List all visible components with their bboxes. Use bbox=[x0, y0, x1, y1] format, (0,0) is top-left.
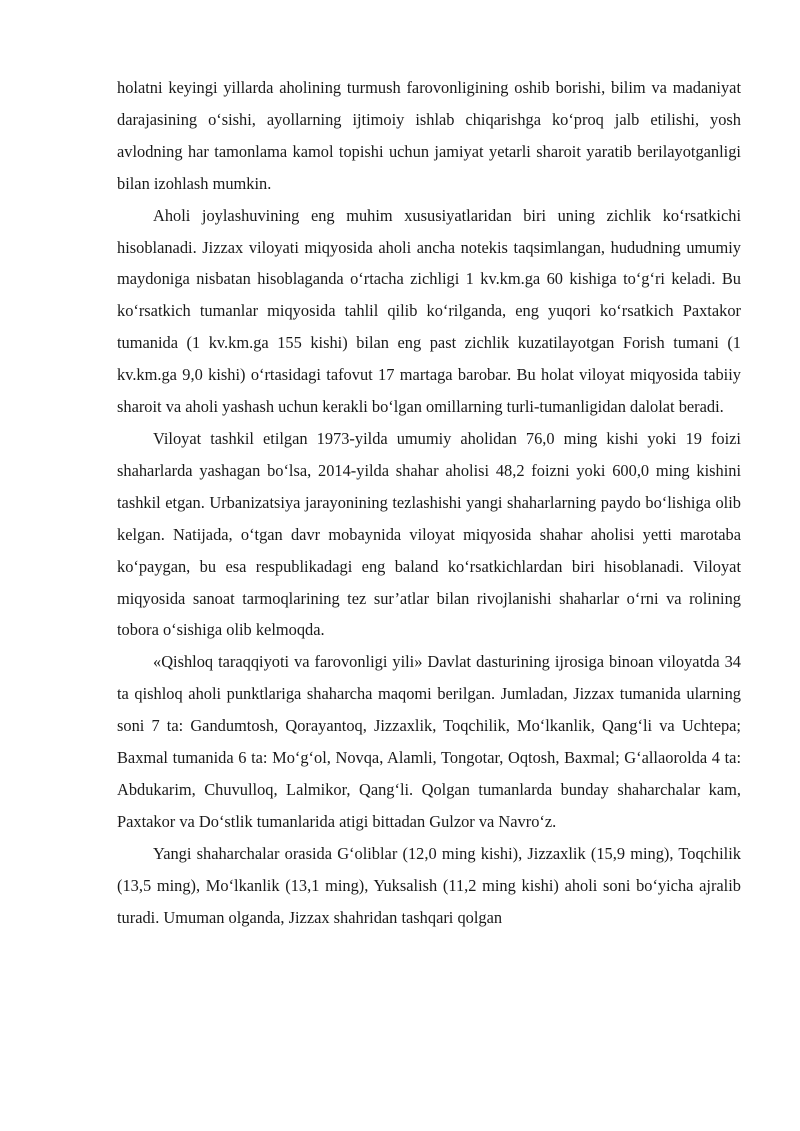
paragraph-continuation: holatni keyingi yillarda aholining turmush farovonligining oshib borishi, bilim va madaniyat darajasining o‘sishi, ayollarning ijtimoiy ishlab chiqarishga ko‘proq jalb etilishi, yosh avlodning har tamonlama kamol topishi uchun jamiyat yetarli sharoit yaratib berilayotganligi bilan izohlash mumkin. bbox=[117, 78, 741, 193]
paragraph-new-townships: Yangi shaharchalar orasida G‘oliblar (12,0 ming kishi), Jizzaxlik (15,9 ming), Toqchilik (13,5 ming), Mo‘lkanlik (13,1 ming), Yuksalish (11,2 ming kishi) aholi soni bo‘yicha ajralib turadi. Umuman olganda, Jizzax shahridan tashqari qolgan bbox=[117, 843, 741, 927]
paragraph-population-density: Aholi joylashuvining eng muhim xususiyatlaridan biri uning zichlik ko‘rsatkichi hisoblanadi. Jizzax viloyati miqyosida aholi ancha notekis taqsimlangan, hududning umumiy maydoniga nisbatan hisoblaganda o‘rtacha zichligi 1 kv.km.ga 60 kishiga to‘g‘ri keladi. Bu ko‘rsatkich tumanlar miqyosida tahlil qilib ko‘rilganda, eng yuqori ko‘rsatkich Paxtakor tumanida (1 kv.km.ga 155 kishi) bilan eng past zichlik kuzatilayotgan Forish tumani (1 kv.km.ga 9,0 kishi) o‘rtasidagi tafovut 17 martaga barobar. Bu holat viloyat miqyosida tabiiy sharoit va aholi yashash uchun kerakli bo‘lgan omillarning turli-tumanligidan dalolat beradi. bbox=[117, 205, 741, 417]
document-page bbox=[117, 72, 741, 933]
paragraph-township-status: «Qishloq taraqqiyoti va farovonligi yili» Davlat dasturining ijrosiga binoan viloyatda 34 ta qishloq aholi punktlariga shaharcha maqomi berilgan. Jumladan, Jizzax tumanida ularning soni 7 ta: Gandumtosh, Qorayantoq, Jizzaxlik, Toqchilik, Mo‘lkanlik, Qang‘li va Uchtepa; Baxmal tumanida 6 ta: Mo‘g‘ol, Novqa, Alamli, Tongotar, Oqtosh, Baxmal; G‘allaorolda 4 ta: Abdukarim, Chuvulloq, Lalmikor, Qang‘li. Qolgan tumanlarda bunday shaharchalar kam, Paxtakor va Do‘stlik tumanlarida atigi bittadan Gulzor va Navro‘z. bbox=[117, 652, 741, 831]
paragraph-urbanization: Viloyat tashkil etilgan 1973-yilda umumiy aholidan 76,0 ming kishi yoki 19 foizi shaharlarda yashagan bo‘lsa, 2014-yilda shahar aholisi 48,2 foizni yoki 600,0 ming kishini tashkil etgan. Urbanizatsiya jarayonining tezlashishi yangi shaharlarning paydo bo‘lishiga olib kelgan. Natijada, o‘tgan davr mobaynida viloyat miqyosida shahar aholisi yetti marotaba ko‘paygan, bu esa respublikadagi eng baland ko‘rsatkichlardan biri hisoblanadi. Viloyat miqyosida sanoat tarmoqlarining tez sur’atlar bilan rivojlanishi shaharlar o‘rni va rolining tobora o‘sishiga olib kelmoqda. bbox=[117, 428, 741, 640]
